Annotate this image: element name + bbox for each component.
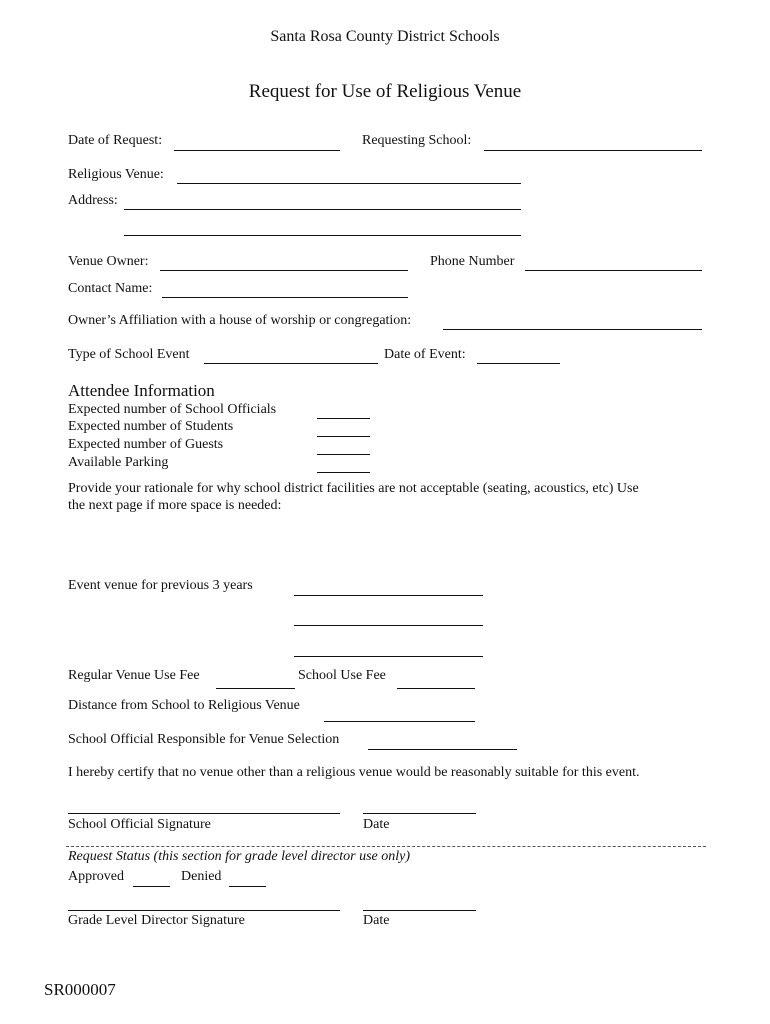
parking-count-field[interactable] bbox=[317, 456, 370, 473]
rationale-textarea[interactable] bbox=[68, 518, 706, 570]
denied-field[interactable] bbox=[229, 870, 266, 887]
rationale-line-1: Provide your rationale for why school district facilities are not acceptable (seating, acoustics, etc) Use bbox=[68, 481, 639, 496]
approved-field[interactable] bbox=[133, 870, 170, 887]
attendee-item: Available Parking bbox=[68, 455, 169, 470]
regular-fee-field[interactable] bbox=[216, 672, 295, 689]
attendee-item: Expected number of Guests bbox=[68, 437, 224, 452]
phone-number-label: Phone Number bbox=[430, 254, 515, 269]
contact-name-field[interactable] bbox=[162, 281, 408, 298]
event-type-field[interactable] bbox=[204, 347, 378, 364]
section-divider bbox=[66, 846, 706, 847]
address-line1-field[interactable] bbox=[124, 193, 521, 210]
requesting-school-label: Requesting School: bbox=[362, 133, 472, 148]
official-date-label: Date bbox=[363, 817, 390, 832]
form-title: Request for Use of Religious Venue bbox=[248, 81, 522, 102]
address-label: Address: bbox=[68, 193, 118, 208]
director-signature-line[interactable] bbox=[68, 910, 340, 911]
school-fee-label: School Use Fee bbox=[298, 668, 386, 683]
director-signature-label: Grade Level Director Signature bbox=[68, 913, 245, 928]
official-signature-line[interactable] bbox=[68, 813, 340, 814]
date-of-event-label: Date of Event: bbox=[384, 347, 466, 362]
certification-text: I hereby certify that no venue other than a religious venue would be reasonably suitable for this event. bbox=[68, 765, 640, 780]
request-status-heading: Request Status (this section for grade level director use only) bbox=[68, 849, 411, 864]
date-of-request-field[interactable] bbox=[174, 134, 340, 151]
owner-affiliation-label: Owner’s Affiliation with a house of worship or congregation: bbox=[68, 313, 412, 328]
venue-owner-field[interactable] bbox=[160, 254, 408, 271]
phone-number-field[interactable] bbox=[525, 254, 702, 271]
attendee-heading: Attendee Information bbox=[68, 381, 215, 400]
religious-venue-field[interactable] bbox=[177, 167, 521, 184]
approved-label: Approved bbox=[68, 869, 124, 884]
official-signature-label: School Official Signature bbox=[68, 817, 211, 832]
previous-venue-label: Event venue for previous 3 years bbox=[68, 578, 253, 593]
venue-owner-label: Venue Owner: bbox=[68, 254, 149, 269]
official-date-line[interactable] bbox=[363, 813, 476, 814]
requesting-school-field[interactable] bbox=[484, 134, 702, 151]
owner-affiliation-field[interactable] bbox=[443, 313, 702, 330]
previous-venue-field-3[interactable] bbox=[294, 640, 483, 657]
distance-field[interactable] bbox=[324, 705, 475, 722]
responsible-official-field[interactable] bbox=[368, 733, 517, 750]
rationale-line-2: the next page if more space is needed: bbox=[68, 498, 282, 513]
form-code: SR000007 bbox=[44, 980, 116, 999]
attendee-item: Expected number of School Officials bbox=[68, 402, 277, 417]
date-of-event-field[interactable] bbox=[477, 347, 560, 364]
address-line2-field[interactable] bbox=[124, 219, 521, 236]
religious-venue-label: Religious Venue: bbox=[68, 167, 164, 182]
previous-venue-field-1[interactable] bbox=[294, 579, 483, 596]
school-fee-field[interactable] bbox=[397, 672, 475, 689]
denied-label: Denied bbox=[181, 869, 222, 884]
previous-venue-field-2[interactable] bbox=[294, 609, 483, 626]
contact-name-label: Contact Name: bbox=[68, 281, 153, 296]
event-type-label: Type of School Event bbox=[68, 347, 190, 362]
district-name: Santa Rosa County District Schools bbox=[270, 28, 500, 45]
attendee-item: Expected number of Students bbox=[68, 419, 234, 434]
responsible-official-label: School Official Responsible for Venue Selection bbox=[68, 732, 340, 747]
guests-count-field[interactable] bbox=[317, 438, 370, 455]
distance-label: Distance from School to Religious Venue bbox=[68, 698, 300, 713]
director-date-label: Date bbox=[363, 913, 390, 928]
director-date-line[interactable] bbox=[363, 910, 476, 911]
date-of-request-label: Date of Request: bbox=[68, 133, 163, 148]
students-count-field[interactable] bbox=[317, 420, 370, 437]
regular-fee-label: Regular Venue Use Fee bbox=[68, 668, 200, 683]
school-officials-count-field[interactable] bbox=[317, 402, 370, 419]
